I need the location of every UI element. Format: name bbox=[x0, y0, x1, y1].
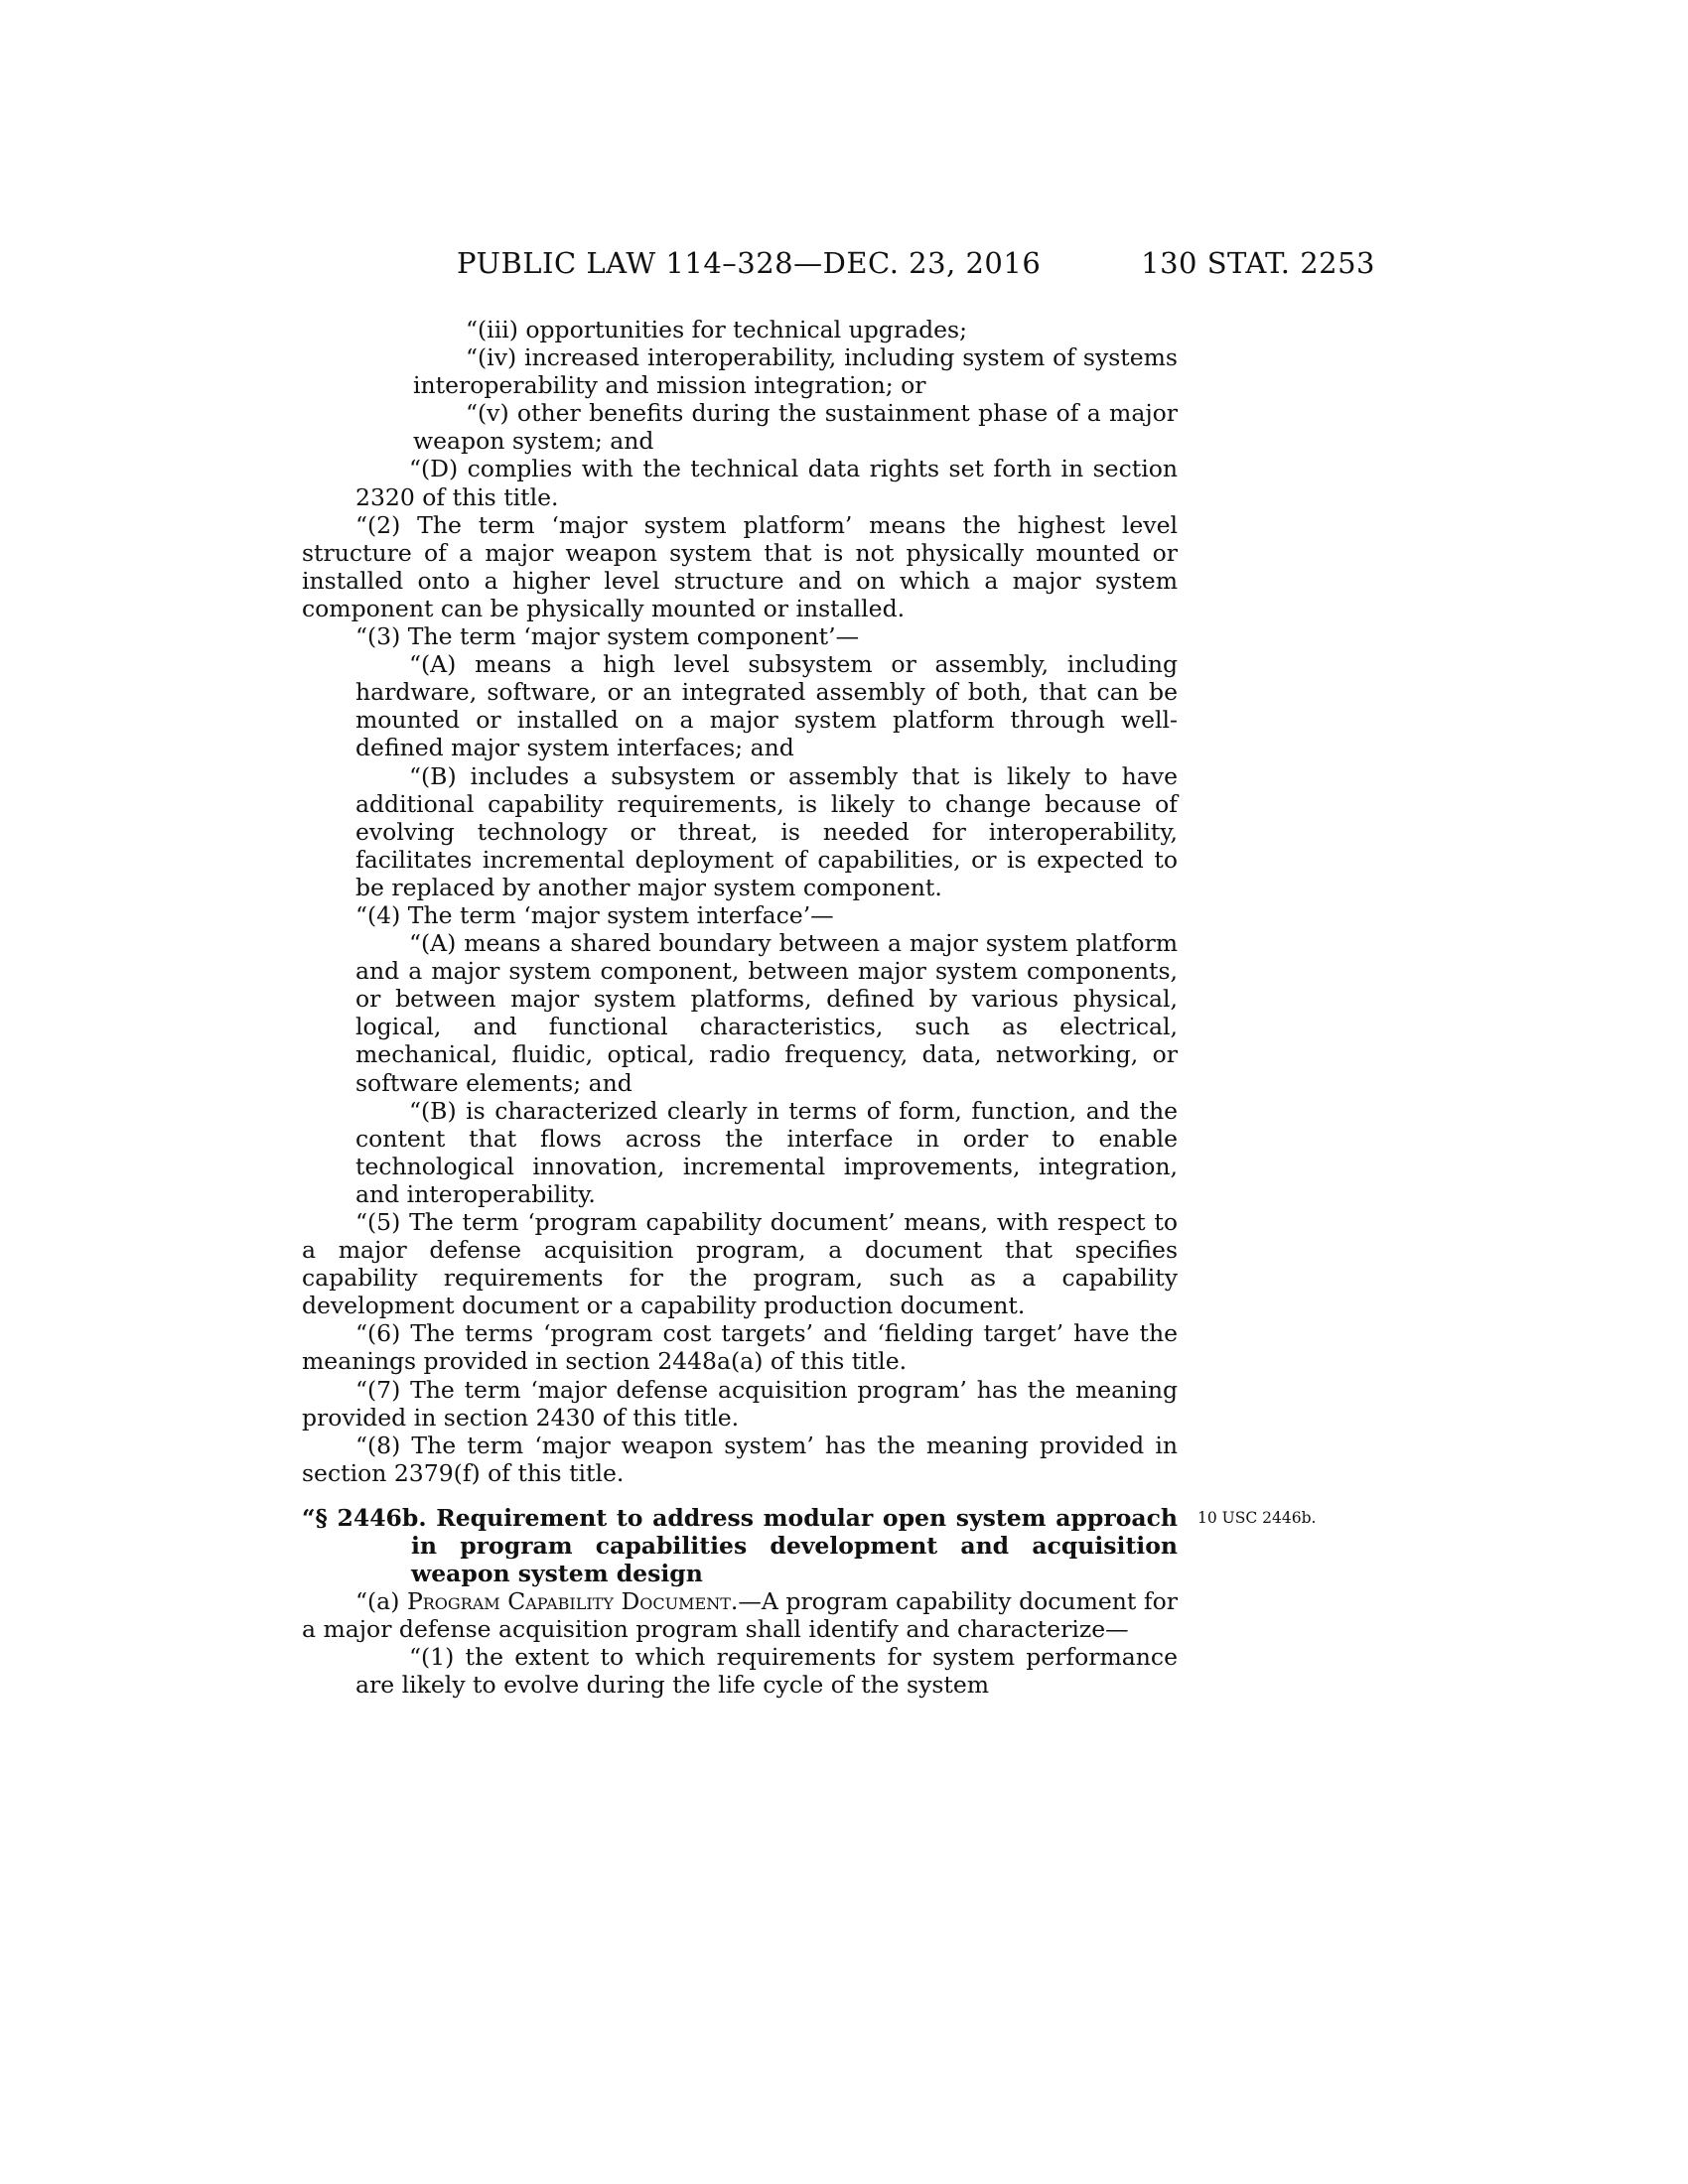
paragraph-3: “(3) The term ‘major system component’— bbox=[355, 622, 860, 651]
subparagraph-4A: “(A) means a shared boundary between a major system platform and a major system component, between major system components, or between major system platforms, defined by various physical, logical, and functional characteristics, such as electrical, mechanical, fluidic, optical, radio frequency, data, networking, or software elements; and bbox=[355, 929, 1178, 1097]
paragraph-8: “(8) The term ‘major weapon system’ has the meaning provided in section 2379(f) of this title. bbox=[302, 1431, 1178, 1487]
page-header bbox=[457, 246, 1375, 286]
header-public-law: PUBLIC LAW 114–328—DEC. 23, 2016 bbox=[457, 246, 1042, 280]
header-stat-page: 130 STAT. 2253 bbox=[1141, 246, 1375, 280]
clause-iii: “(iii) opportunities for technical upgrades; bbox=[466, 316, 968, 343]
paragraph-a1: “(1) the extent to which requirements for system performance are likely to evolve during the life cycle of the system bbox=[355, 1643, 1178, 1700]
subsection-a-text: .—A program capability document for a major defense acquisition program shall identify and characterize— bbox=[302, 1586, 1178, 1644]
subsection-a bbox=[302, 1587, 1178, 1643]
subparagraph-4B: “(B) is characterized clearly in terms of form, function, and the content that flows across the interface in order to enable technological innovation, incremental improvements, integration, and interoperability. bbox=[355, 1096, 1178, 1208]
statute-body bbox=[302, 316, 1317, 1700]
paragraph-6: “(6) The terms ‘program cost targets’ and ‘fielding target’ have the meanings provided in section 2448a(a) of this title. bbox=[302, 1319, 1178, 1376]
section-heading: “§ 2446b. Requirement to address modular open system approach in program capabilities development and acquisition weapon system design bbox=[302, 1503, 1178, 1587]
paragraph-2: “(2) The term ‘major system platform’ means the highest level structure of a major weapon system that is not physically mounted or installed onto a higher level structure and on which a major system component can be physically mounted or installed. bbox=[302, 510, 1178, 622]
clause-v: “(v) other benefits during the sustainment phase of a major weapon system; and bbox=[413, 399, 1178, 456]
paragraph-5: “(5) The term ‘program capability document’ means, with respect to a major defense acquisition program, a document that specifies capability requirements for the program, such as a capability development document or a capability production document. bbox=[302, 1208, 1178, 1320]
subparagraph-3A: “(A) means a high level subsystem or assembly, including hardware, software, or an integrated assembly of both, that can be mounted or installed on a major system platform through well-defined major system interfaces; and bbox=[355, 650, 1178, 762]
subparagraph-D: “(D) complies with the technical data rights set forth in section 2320 of this title. bbox=[355, 455, 1178, 511]
margin-note-usc: 10 USC 2446b. bbox=[1197, 1508, 1317, 1527]
section-2446b bbox=[302, 1503, 1317, 1587]
subparagraph-3B: “(B) includes a subsystem or assembly that is likely to have additional capability requirements, is likely to change because of evolving technology or threat, is needed for interoperability, facilitates incremental deployment of capabilities, or is expected to be replaced by another major system component. bbox=[355, 761, 1178, 901]
paragraph-4: “(4) The term ‘major system interface’— bbox=[355, 900, 834, 929]
paragraph-7: “(7) The term ‘major defense acquisition program’ has the meaning provided in section 2430 of this title. bbox=[302, 1375, 1178, 1432]
subsection-a-heading: Program Capability Document bbox=[406, 1586, 731, 1615]
clause-iv: “(iv) increased interoperability, including system of systems interoperability and mission integration; or bbox=[413, 343, 1178, 400]
subsection-a-open: “(a) bbox=[355, 1586, 407, 1615]
